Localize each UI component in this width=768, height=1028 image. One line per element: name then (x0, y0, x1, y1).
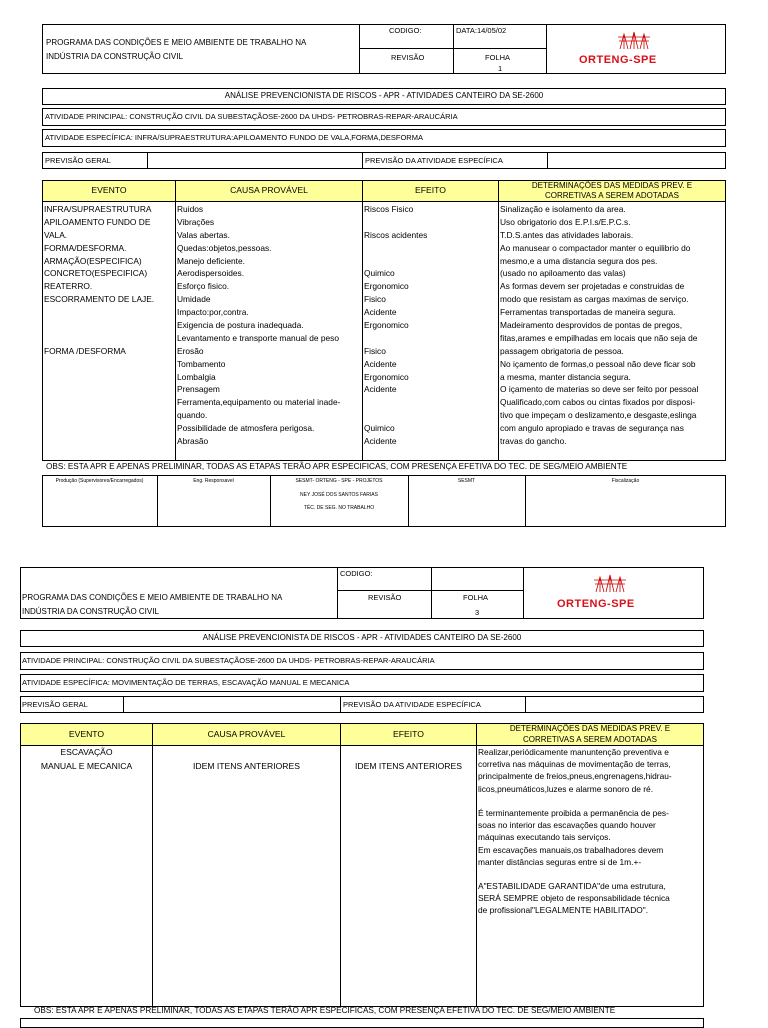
data-label: DATA:14/05/02 (456, 26, 507, 35)
medidas-line: principalmente de freios,pneus,engrenagens,hidrau- (478, 771, 672, 782)
previsao-geral-value-cell (147, 152, 363, 169)
col-medidas-label-1: DETERMINAÇÕES DAS MEDIDAS PREV. E (531, 181, 693, 190)
col-causa-label: CAUSA PROVÁVEL (207, 729, 286, 739)
evento-line: REATERRO. (44, 281, 93, 292)
causa-line: Manejo deficiente. (177, 255, 245, 266)
medidas-line: A"ESTABILIDADE GARANTIDA"de uma estrutura, (478, 881, 666, 892)
header-title-line-2: INDÚSTRIA DA CONSTRUÇÃO CIVIL (22, 607, 159, 616)
medidas-line: Qualificado,com cabos ou cintas fixados por disposi- (500, 397, 696, 408)
medidas-line: Sinalização e isolamento da area. (500, 204, 626, 214)
sig-sesmt: SESMT (457, 478, 476, 484)
previsao-geral: PREVISÃO GERAL (22, 700, 88, 709)
causa-list (177, 203, 340, 448)
causa-line: Valas abertas. (177, 229, 230, 240)
evento-line: FORMA/DESFORMA. (44, 242, 127, 253)
medidas-line: passagem obrigatoria de pessoa. (500, 345, 624, 356)
col-efeito-label: EFEITO (415, 185, 446, 195)
evento-line: FORMA /DESFORMA (44, 345, 126, 356)
efeito-line (364, 242, 427, 255)
header-title-line-2: INDÚSTRIA DA CONSTRUÇÃO CIVIL (46, 52, 183, 61)
causa-line: Lombalgia (177, 371, 216, 382)
efeito-list (364, 203, 427, 448)
evento-line-2: MANUAL E MECANICA (40, 761, 133, 771)
medidas-line: travas do gancho. (500, 436, 567, 447)
efeito-line (364, 216, 427, 229)
tower-logo-icon (616, 30, 652, 50)
causa-line: Erosão (177, 345, 204, 356)
sig-role: TÉC. DE SEG. NO TRABALHO (303, 505, 375, 511)
folha-value: 3 (475, 608, 480, 617)
causa-line: Levantamento e transporte manual de peso (177, 332, 340, 343)
efeito-line (364, 409, 427, 422)
medidas-line: Ao manusear o compactador manter o equilibrio do (500, 242, 691, 253)
medidas-line: com angulo apropiado e travas de segurança nas (500, 423, 684, 434)
medidas-line: SERÁ SEMPRE objeto de responsabilidade técnica (478, 893, 670, 904)
col-efeito-label: EFEITO (393, 729, 424, 739)
medidas-line: licos,pneumáticos,luzes e alarme sonoro de ré. (478, 783, 654, 794)
col-body-evento (20, 745, 153, 1007)
evento-line: ARMAÇÃO(ESPECIFICA) (44, 255, 142, 266)
tower-logo-icon (592, 573, 628, 593)
sig-producao: Produção (Supervisores/Encarregados) (55, 478, 144, 484)
evento-line-1: ESCAVAÇÃO (60, 747, 113, 757)
causa-line: Impacto:por,contra. (177, 307, 249, 318)
col-body-efeito (340, 745, 477, 1007)
sig-name: NEY JOSÉ DOS SANTOS FARIAS (300, 492, 378, 498)
medidas-line: Em escavações manuais,os trabalhadores devem (478, 844, 664, 855)
causa-line: Esforço fisico. (177, 281, 230, 292)
medidas-line: corretiva nas máquinas de movimentação de terras, (478, 759, 671, 770)
header-title-line-1: PROGRAMA DAS CONDIÇÕES E MEIO AMBIENTE DE TRABALHO NA (46, 38, 307, 47)
efeito-line: Acidente (364, 384, 397, 395)
evento-line: CONCRETO(ESPECIFICA) (44, 268, 148, 279)
data-cell (431, 567, 524, 591)
atividade-principal: ATIVIDADE PRINCIPAL: CONSTRUÇÃO CIVIL DA SUBESTAÇÃOSE-2600 DA UHDS- PETROBRAS-REPAR-ARAUCÁRIA (45, 112, 458, 121)
obs-note: OBS: ESTA APR E APENAS PRELIMINAR, TODAS AS ETAPAS TERÃO APR ESPECIFICAS, COM PRESENÇA EFETIVA DO TEC. DE SEG/MEIO AMBIENTE (34, 1006, 616, 1015)
efeito-line: Fisico (364, 294, 386, 305)
codigo-label: CODIGO: (340, 569, 373, 578)
sig-fiscalizacao: Fiscalização (611, 478, 640, 484)
apr-title: ANÁLISE PREVENCIONISTA DE RISCOS - APR - ATIVIDADES CANTEIRO DA SE-2600 (202, 633, 522, 642)
medidas-line: Madeiramento desprovidos de pontas de pregos, (500, 320, 683, 331)
medidas-line: soas no interior das escavações quando houver (478, 820, 656, 831)
col-body-causa (152, 745, 341, 1007)
revisao-label: REVISÃO (391, 53, 425, 62)
efeito-line: Acidente (364, 358, 397, 369)
efeito-line: Quimico (364, 268, 395, 279)
causa-line: Possibilidade de atmosfera perigosa. (177, 423, 315, 434)
atividade-especifica: ATIVIDADE ESPECÍFICA: INFRA/SUPRAESTRUTURA:APILOAMENTO FUNDO DE VALA,FORMA,DESFORMA (45, 133, 423, 142)
col-evento-label: EVENTO (68, 729, 105, 739)
causa-value: IDEM ITENS ANTERIORES (193, 761, 300, 771)
efeito-line: Ergonomico (364, 281, 409, 292)
col-medidas-label-2: CORRETIVAS A SEREM ADOTADAS (545, 191, 679, 200)
efeito-line (364, 255, 427, 268)
causa-line: Ferramenta,equipamento ou material inade- (177, 397, 341, 408)
evento-line: ESCORRAMENTO DE LAJE. (44, 294, 155, 305)
medidas-line: tivo que impeçam o deslizamento,e desgaste,eslinga (500, 410, 697, 421)
efeito-line (364, 332, 427, 345)
folha-value: 1 (498, 64, 503, 73)
medidas-line: (usado no apiloamento das valas) (500, 268, 626, 279)
causa-line: Ruidos (177, 204, 204, 214)
causa-line: Aerodispersoides. (177, 268, 245, 279)
col-medidas-label-1: DETERMINAÇÕES DAS MEDIDAS PREV. E (509, 724, 671, 733)
folha-label: FOLHA (463, 593, 489, 602)
medidas-line: Realizar,periódicamente manuntenção preventiva e (478, 747, 669, 757)
causa-line: Umidade (177, 294, 211, 305)
col-causa-label: CAUSA PROVÁVEL (230, 185, 308, 195)
medidas-list (478, 746, 672, 917)
evento-line: APILOAMENTO FUNDO DE (44, 216, 151, 227)
causa-line: Quedas:objetos,pessoas. (177, 242, 272, 253)
previsao-atividade-value-cell (525, 696, 704, 713)
medidas-line: É terminantemente proibida a permanência de pes- (478, 807, 669, 818)
atividade-principal: ATIVIDADE PRINCIPAL: CONSTRUÇÃO CIVIL DA SUBESTAÇÃOSE-2600 DA UHDS- PETROBRAS-REPAR-ARAUCÁRIA (22, 656, 435, 665)
causa-line: Prensagem (177, 384, 220, 395)
medidas-line: modo que resistam as cargas maximas de serviço. (500, 294, 689, 305)
efeito-value: IDEM ITENS ANTERIORES (355, 761, 462, 771)
medidas-line: O içamento de materias so deve ser feito por pessoal (500, 384, 699, 395)
company-logo: ORTENG-SPE (579, 54, 657, 66)
obs-note: OBS: ESTA APR E APENAS PRELIMINAR, TODAS AS ETAPAS TERÃO APR ESPECIFICAS, COM PRESENÇA EFETIVA DO TEC. DE SEG/MEIO AMBIENTE (46, 462, 628, 471)
efeito-line: Fisico (364, 345, 386, 356)
sig-sesmt-projetos: SESMT- ORTENG - SPE - PROJETOS (295, 478, 383, 484)
medidas-line: manter distâncias seguras entre si de 1m.+- (478, 856, 642, 867)
efeito-line: Riscos Fisico (364, 204, 414, 214)
causa-line: Exigencia de postura inadequada. (177, 320, 304, 331)
efeito-line: Acidente (364, 436, 397, 447)
previsao-atividade-value-cell (547, 152, 726, 169)
medidas-line: As formas devem ser projetadas e construidas de (500, 281, 685, 292)
atividade-especifica: ATIVIDADE ESPECÍFICA: MOVIMENTAÇÃO DE TERRAS, ESCAVAÇÃO MANUAL E MECANICA (22, 678, 350, 687)
medidas-line: de profissional"LEGALMENTE HABILITADO". (478, 905, 649, 916)
causa-line: Tombamento (177, 358, 226, 369)
efeito-line: Ergonomico (364, 371, 409, 382)
medidas-line: a mesma, manter distancia segura. (500, 371, 631, 382)
medidas-line: T.D.S.antes das atividades laborais. (500, 229, 634, 240)
efeito-line: Acidente (364, 307, 397, 318)
evento-line: VALA. (44, 229, 68, 240)
codigo-label: CODIGO: (389, 26, 422, 35)
evento-line: INFRA/SUPRAESTRUTURA (44, 204, 152, 214)
medidas-line: máquinas executando tais serviços. (478, 832, 611, 843)
previsao-geral-value-cell (123, 696, 341, 713)
sig-eng: Eng. Responsavel (193, 478, 234, 484)
evento-line (44, 319, 154, 332)
efeito-line: Quimico (364, 423, 395, 434)
medidas-line (478, 795, 672, 807)
col-medidas-label-2: CORRETIVAS A SEREM ADOTADAS (523, 735, 657, 744)
signature-row (20, 1018, 704, 1028)
medidas-line (478, 868, 672, 880)
previsao-atividade: PREVISÃO DA ATIVIDADE ESPECÍFICA (365, 156, 503, 165)
efeito-line: Ergonomico (364, 320, 409, 331)
medidas-line: fitas,arames e empilhadas em locais que não seja de (500, 332, 698, 343)
causa-line: quando. (177, 410, 208, 421)
evento-line (44, 306, 154, 319)
medidas-line: Uso obrigatorio dos E.P.I.s/E.P.C.s. (500, 216, 631, 227)
previsao-geral: PREVISÃO GERAL (45, 156, 111, 165)
evento-list (44, 203, 154, 358)
medidas-line: Ferramentas transportadas de maneira segura. (500, 307, 676, 318)
evento-line (44, 332, 154, 345)
company-logo: ORTENG-SPE (557, 598, 635, 610)
folha-label: FOLHA (485, 53, 511, 62)
causa-line: Vibrações (177, 216, 215, 227)
header-title-line-1: PROGRAMA DAS CONDIÇÕES E MEIO AMBIENTE DE TRABALHO NA (22, 593, 283, 602)
efeito-line: Riscos acidentes (364, 229, 428, 240)
revisao-label: REVISÃO (368, 593, 402, 602)
previsao-atividade: PREVISÃO DA ATIVIDADE ESPECÍFICA (343, 700, 481, 709)
medidas-list (500, 203, 698, 448)
col-evento-label: EVENTO (91, 185, 127, 195)
efeito-line (364, 396, 427, 409)
medidas-line: mesmo,e a uma distancia segura dos pes. (500, 255, 658, 266)
medidas-line: No içamento de formas,o pessoal não deve ficar sob (500, 358, 696, 369)
causa-line: Abrasão (177, 436, 209, 447)
header-title-box (42, 24, 360, 74)
apr-title: ANÁLISE PREVENCIONISTA DE RISCOS - APR - ATIVIDADES CANTEIRO DA SE-2600 (224, 91, 544, 100)
